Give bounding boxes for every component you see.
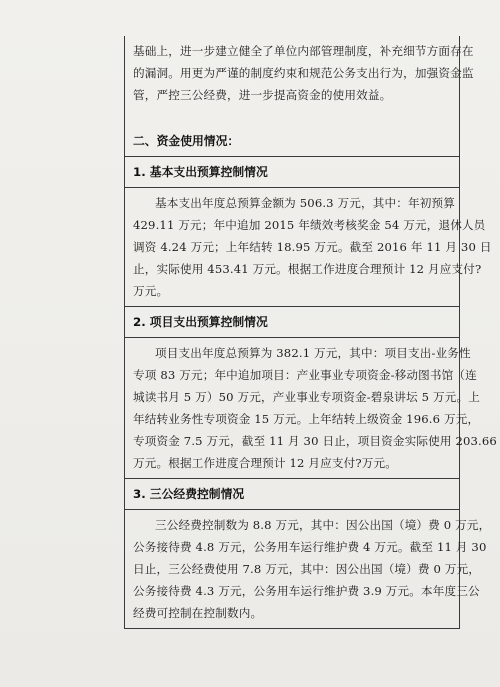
body-line: 429.11 万元；年中追加 2015 年绩效考核奖金 54 万元，退休人员 <box>133 218 486 232</box>
section-heading: 二、资金使用情况： <box>133 134 240 148</box>
body-line: 基本支出年度总预算金额为 506.3 万元，其中：年初预算 <box>155 196 455 210</box>
intro-line: 的漏洞。用更为严谨的制度约束和规范公务支出行为，加强资金监 <box>133 66 474 80</box>
intro-line: 基础上，进一步建立健全了单位内部管理制度，补充细节方面存在 <box>133 44 474 58</box>
sub2-title-cell <box>125 306 459 337</box>
intro-line: 管，严控三公经费，进一步提高资金的使用效益。 <box>133 88 392 102</box>
body-line: 调资 4.24 万元；上年结转 18.95 万元。截至 2016 年 11 月 30 日 <box>133 240 492 254</box>
body-line: 专项 83 万元；年中追加项目：产业事业专项资金-移动图书馆（连 <box>133 368 477 382</box>
body-line: 止，实际使用 453.41 万元。根据工作进度合理预计 12 月应支付? <box>133 262 482 276</box>
body-line: 万元。 <box>133 284 169 298</box>
sub3-body-cell <box>125 509 491 628</box>
subsection-heading: 2. 项目支出预算控制情况 <box>133 315 268 329</box>
sub3-title-cell <box>125 478 459 509</box>
report-table <box>124 36 497 629</box>
intro-cell <box>125 36 474 156</box>
body-line: 专项资金 7.5 万元，截至 11 月 30 日止，项目资金实际使用 203.66 <box>133 434 497 448</box>
sub1-body-cell <box>125 187 492 306</box>
body-line: 三公经费控制数为 8.8 万元，其中：因公出国（境）费 0 万元， <box>155 518 491 532</box>
body-line: 城读书月 5 万）50 万元，产业事业专项资金-碧泉讲坛 5 万元。上 <box>133 390 480 404</box>
sub1-title-cell <box>125 156 459 187</box>
subsection-heading: 1. 基本支出预算控制情况 <box>133 165 268 179</box>
body-line: 万元。根据工作进度合理预计 12 月应支付?万元。 <box>133 456 397 470</box>
body-line: 年结转业务性专项资金 15 万元。上年结转上级资金 196.6 万元， <box>133 412 480 426</box>
body-line: 公务接待费 4.3 万元，公务用车运行维护费 3.9 万元。本年度三公 <box>133 584 480 598</box>
body-line: 日止，三公经费使用 7.8 万元，其中：因公出国（境）费 0 万元， <box>133 562 481 576</box>
sub2-body-cell <box>125 337 497 478</box>
body-line: 公务接待费 4.8 万元，公务用车运行维护费 4 万元。截至 11 月 30 <box>133 540 487 554</box>
subsection-heading: 3. 三公经费控制情况 <box>133 487 245 501</box>
body-line: 项目支出年度总预算为 382.1 万元，其中：项目支出-业务性 <box>155 346 471 360</box>
body-line: 经费可控制在控制数内。 <box>133 606 263 620</box>
